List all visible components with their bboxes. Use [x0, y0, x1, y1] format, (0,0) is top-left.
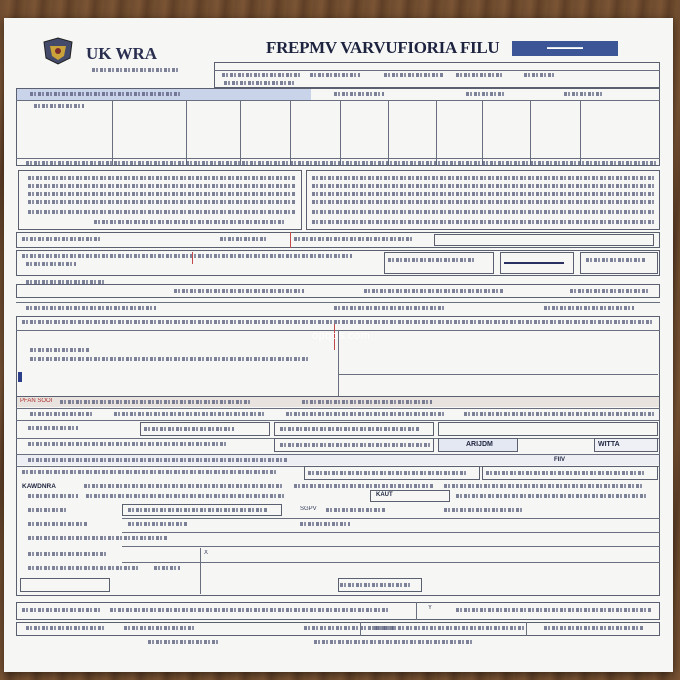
text-line: [312, 220, 654, 224]
section-text: [28, 442, 228, 446]
divider: [526, 622, 527, 636]
field-row: [16, 284, 660, 298]
text-line: [312, 176, 654, 180]
divider: [200, 548, 201, 594]
field-value-bold: FIIV: [554, 457, 566, 463]
logo-wordmark: UK WRA: [86, 44, 157, 63]
remarks-text: [30, 357, 310, 361]
grid-header-text: [564, 92, 604, 96]
divider: [214, 70, 660, 71]
grid-col: [388, 100, 389, 166]
field-text: [456, 73, 502, 77]
underline: [504, 262, 564, 264]
field-value-bold: WITTA: [598, 441, 620, 448]
field-label: [26, 306, 156, 310]
field-label: [334, 306, 444, 310]
grid-col: [340, 100, 341, 166]
field-label: [570, 289, 650, 293]
field-label: [364, 289, 504, 293]
red-marker: [192, 252, 193, 264]
section-text: [86, 494, 286, 498]
form-paper: [4, 18, 673, 672]
grid-cell-text: [34, 104, 84, 108]
grid-header-text: [466, 92, 506, 96]
grid-col: [580, 100, 581, 166]
field-label: [26, 262, 76, 266]
grid-col: [482, 100, 483, 166]
remarks-text: [30, 348, 90, 352]
footer-text: [314, 640, 474, 644]
footer-mark: Y: [428, 605, 433, 611]
footer-text: [26, 626, 106, 630]
section-text: [28, 508, 68, 512]
grid-col: [112, 100, 113, 166]
section-text: [84, 484, 284, 488]
grid-col: [436, 100, 437, 166]
field-value-bold: ARIJDM: [466, 441, 493, 448]
field-label: [22, 254, 352, 258]
input-field[interactable]: [384, 252, 494, 274]
field-label: [294, 237, 414, 241]
text-line: [28, 192, 296, 196]
field-label: [22, 237, 102, 241]
section-text: [28, 458, 288, 462]
section-text: [22, 470, 278, 474]
divider: [122, 546, 660, 547]
field-label: [174, 289, 304, 293]
watermark: opqos.com: [312, 330, 371, 342]
footer-text: [544, 626, 644, 630]
field-label: SGPV: [300, 506, 317, 512]
text-line: [94, 220, 284, 224]
input-field[interactable]: [438, 422, 658, 436]
divider: [338, 374, 658, 375]
footer-text: [148, 640, 218, 644]
instruction-text: [26, 161, 656, 165]
divider: [122, 518, 660, 519]
logo-subtitle-text: [92, 68, 180, 72]
section-text: [444, 484, 644, 488]
field-value: KAUT: [376, 492, 393, 498]
section-text: [154, 566, 180, 570]
field-label: [388, 258, 474, 262]
divider: [16, 420, 660, 421]
text-line: [312, 210, 654, 214]
section-label-red: PFAN SOOI: [20, 398, 53, 404]
divider: [16, 302, 660, 303]
crest-logo-icon: [40, 36, 76, 66]
field-value: [308, 471, 468, 475]
section-text: [464, 412, 654, 416]
footer-text: [374, 626, 524, 630]
field-text: [384, 73, 444, 77]
field-value: X: [204, 550, 209, 556]
divider: [360, 622, 361, 636]
section-text: [60, 400, 250, 404]
text-line: [28, 210, 296, 214]
grid-col: [240, 100, 241, 166]
field-label: [544, 306, 634, 310]
grid-header-text: [334, 92, 384, 96]
divider: [122, 562, 660, 563]
field-value: [128, 508, 268, 512]
grid-col: [186, 100, 187, 166]
text-line: [28, 184, 296, 188]
field-value: [280, 443, 430, 447]
section-text: [28, 552, 108, 556]
section-text: [28, 426, 78, 430]
section-text: [326, 508, 386, 512]
section-text: [128, 522, 188, 526]
section-text: [286, 412, 446, 416]
remarks-text: [22, 320, 652, 324]
section-text: [28, 566, 138, 570]
red-marker: [290, 232, 291, 248]
footer-text: [22, 608, 102, 612]
section-text: [302, 400, 432, 404]
text-line: [28, 176, 296, 180]
section-text: [456, 494, 646, 498]
grid-col: [530, 100, 531, 166]
footer-text: [124, 626, 194, 630]
field-text: [222, 73, 302, 77]
footer-text: [456, 608, 652, 612]
section-text: [114, 412, 264, 416]
section-text: [28, 494, 78, 498]
field-label: [220, 237, 266, 241]
form-title: FREPMV VARVUFIORIA FILU: [266, 38, 500, 57]
text-line: [312, 184, 654, 188]
section-label: KAWDNRA: [22, 483, 56, 490]
divider: [16, 408, 660, 409]
text-line: [28, 200, 296, 204]
input-field[interactable]: [434, 234, 654, 246]
field-value: [340, 583, 410, 587]
input-field[interactable]: [20, 578, 110, 592]
field-value: [144, 427, 234, 431]
section-text: [30, 412, 94, 416]
section-text: [28, 536, 168, 540]
divider: [122, 532, 660, 533]
field-value: [486, 471, 646, 475]
divider: [416, 602, 417, 620]
text-line: [312, 200, 654, 204]
section-text: [444, 508, 524, 512]
divider: [16, 158, 660, 159]
field-text: [524, 73, 554, 77]
field-text: [310, 73, 360, 77]
section-text: [294, 484, 434, 488]
section-text: [300, 522, 350, 526]
grid-col: [290, 100, 291, 166]
text-line: [312, 192, 654, 196]
grid-header-text: [30, 92, 180, 96]
field-label: [586, 258, 646, 262]
field-value: [280, 427, 420, 431]
footer-text: [110, 608, 390, 612]
section-text: [28, 522, 88, 526]
field-text: [224, 81, 294, 85]
input-field[interactable]: [580, 252, 658, 274]
header-badge: ▬▬▬▬▬▬: [512, 41, 618, 56]
blue-marker: [18, 372, 22, 382]
